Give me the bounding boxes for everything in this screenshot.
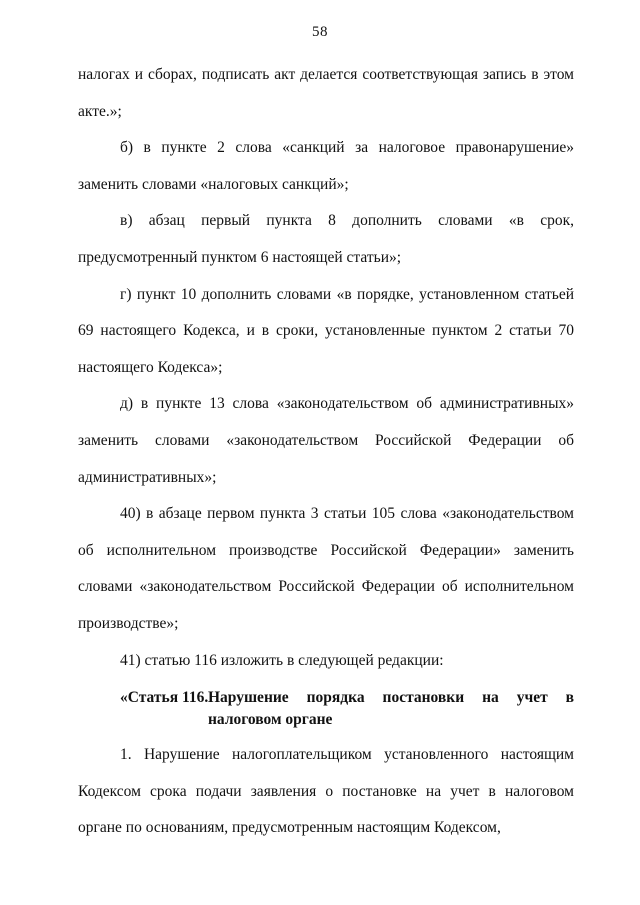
paragraph-item-v: в) абзац первый пункта 8 дополнить словами «в срок, предусмотренный пунктом 6 настоящей статьи»; — [78, 212, 574, 266]
article-heading-number: «Статья 116. — [120, 689, 209, 707]
article-heading — [78, 687, 574, 731]
paragraph-item-41: 41) статью 116 изложить в следующей редакции: — [120, 651, 444, 669]
paragraph-clause-1: 1. Нарушение налогоплательщиком установленного настоящим Кодексом срока подачи заявления о постановке на учет в налоговом органе по основаниям, предусмотренным настоящим Кодексом, — [78, 746, 574, 837]
paragraph-item-40: 40) в абзаце первом пункта 3 статьи 105 слова «законодательством об исполнительном производстве Российской Федерации» заменить словами «законодательством Российской Федерации об исполнительном производстве»; — [78, 505, 574, 632]
article-heading-title: Нарушение порядка постановки на учет в налоговом органе — [208, 689, 574, 729]
page-number: 58 — [312, 24, 328, 40]
paragraph-continuation: налогах и сборах, подписать акт делается соответствующая запись в этом акте.»; — [78, 66, 574, 120]
document-content — [78, 57, 574, 847]
paragraph-item-d: д) в пункте 13 слова «законодательством об административных» заменить словами «законодательством Российской Федерации об административных»; — [78, 395, 574, 486]
paragraph-item-b: б) в пункте 2 слова «санкций за налоговое правонарушение» заменить словами «налоговых санкций»; — [78, 139, 574, 193]
paragraph-item-g: г) пункт 10 дополнить словами «в порядке, установленном статьей 69 настоящего Кодекса, и в сроки, установленные пунктом 2 статьи 70 настоящего Кодекса»; — [78, 285, 574, 376]
